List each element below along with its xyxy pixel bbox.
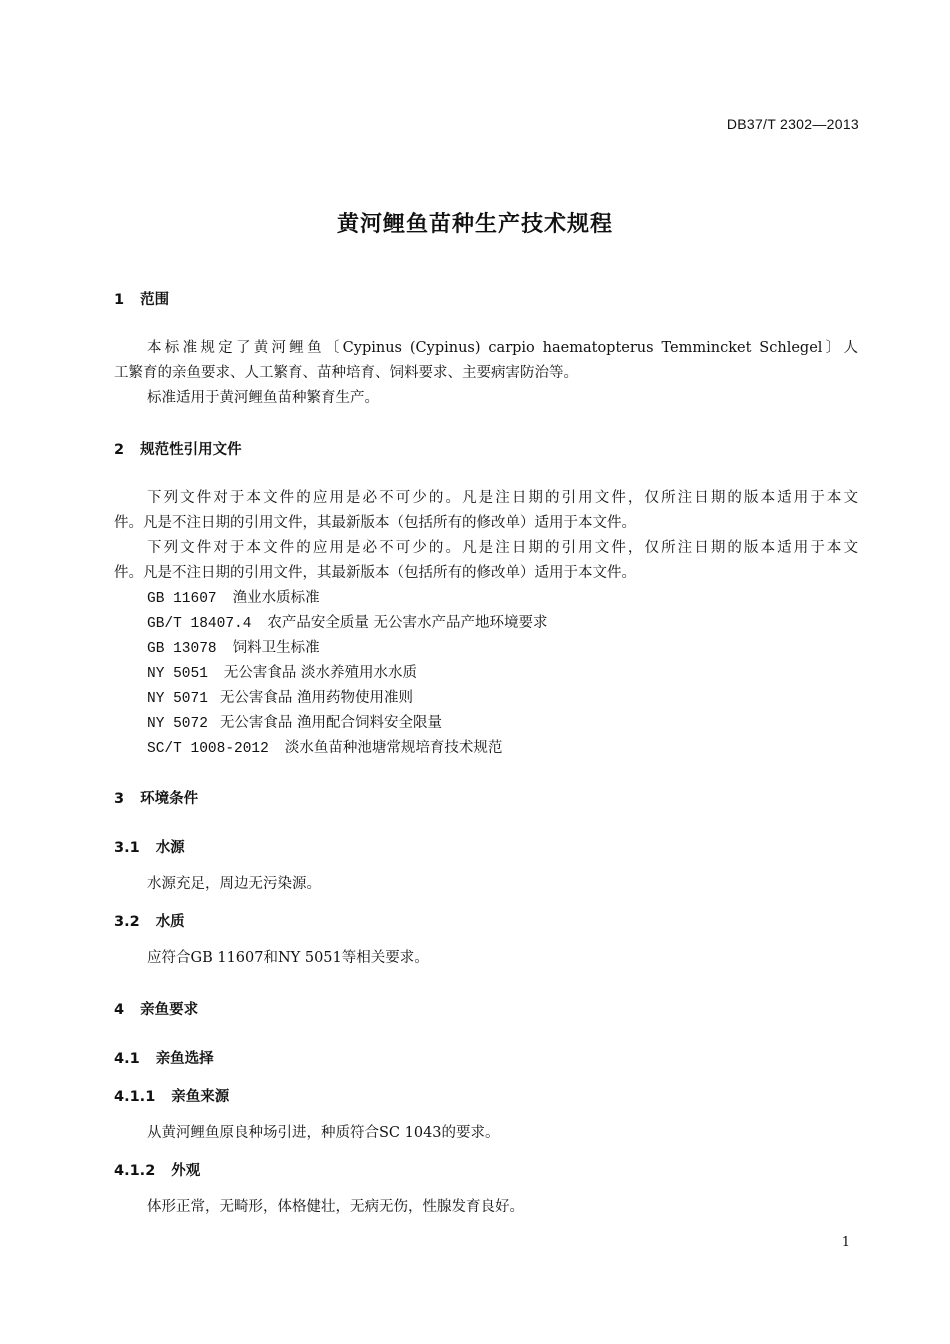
reference-name: 渔业水质标准 — [232, 590, 320, 606]
reference-item — [147, 611, 548, 632]
subsection-3-2-text: 应符合GB 11607和NY 5051等相关要求。 — [147, 950, 429, 966]
section-number: 4.1 — [114, 1051, 140, 1067]
section-1-paragraph-line: 工繁育的亲鱼要求、人工繁育、苗种培育、饲料要求、主要病害防治等。 — [114, 365, 578, 381]
section-number: 1 — [114, 292, 125, 308]
subsection-3-2-heading — [114, 910, 185, 931]
subsection-4-1-1-text: 从黄河鲤鱼原良种场引进，种质符合SC 1043的要求。 — [147, 1125, 500, 1141]
section-title: 亲鱼选择 — [155, 1051, 214, 1067]
reference-code: GB/T 18407.4 — [147, 616, 252, 632]
section-1-paragraph-line: 本标准规定了黄河鲤鱼〔Cypinus (Cypinus) carpio haematopterus Temmincket Schlegel〕人 — [147, 340, 858, 356]
reference-code: GB 13078 — [147, 641, 217, 657]
reference-code: GB 11607 — [147, 591, 217, 607]
reference-name: 无公害食品 淡水养殖用水水质 — [223, 665, 418, 681]
subsection-4-1-2-heading — [114, 1159, 200, 1180]
reference-code: NY 5072 — [147, 716, 208, 732]
reference-name: 无公害食品 渔用药物使用准则 — [219, 690, 414, 706]
section-number: 4 — [114, 1002, 125, 1018]
reference-item — [147, 736, 502, 757]
section-title: 水质 — [155, 914, 185, 930]
document-code: DB37/T 2302—2013 — [726, 116, 859, 132]
section-2-paragraph-line: 下列文件对于本文件的应用是必不可少的。凡是注日期的引用文件，仅所注日期的版本适用于本文 — [147, 490, 858, 506]
section-1-paragraph: 标准适用于黄河鲤鱼苗种繁育生产。 — [147, 390, 379, 406]
reference-code: NY 5071 — [147, 691, 208, 707]
subsection-4-1-heading — [114, 1047, 214, 1068]
reference-item — [147, 686, 413, 707]
subsection-4-1-1-heading — [114, 1085, 229, 1106]
section-2-paragraph-line: 下列文件对于本文件的应用是必不可少的。凡是注日期的引用文件，仅所注日期的版本适用于本文 — [147, 540, 858, 556]
section-number: 2 — [114, 442, 125, 458]
reference-name: 饲料卫生标准 — [232, 640, 320, 656]
section-number: 3.2 — [114, 914, 140, 930]
subsection-4-1-2-text: 体形正常，无畸形，体格健壮，无病无伤，性腺发育良好。 — [147, 1199, 524, 1215]
section-title: 水源 — [155, 840, 185, 856]
subsection-3-1-text: 水源充足，周边无污染源。 — [147, 876, 321, 892]
section-number: 3.1 — [114, 840, 140, 856]
reference-code: NY 5051 — [147, 666, 208, 682]
reference-item — [147, 711, 442, 732]
reference-item — [147, 661, 417, 682]
section-2-paragraph-line: 件。凡是不注日期的引用文件，其最新版本（包括所有的修改单）适用于本文件。 — [114, 515, 636, 531]
section-number: 4.1.1 — [114, 1089, 156, 1105]
section-2-paragraph-line: 件。凡是不注日期的引用文件，其最新版本（包括所有的修改单）适用于本文件。 — [114, 565, 636, 581]
section-1-heading — [114, 288, 169, 309]
reference-code: SC/T 1008-2012 — [147, 741, 269, 757]
document-title: 黄河鲤鱼苗种生产技术规程 — [336, 212, 613, 237]
section-3-heading — [114, 787, 198, 808]
section-title: 规范性引用文件 — [140, 442, 242, 458]
section-title: 亲鱼要求 — [140, 1002, 199, 1018]
section-4-heading — [114, 998, 198, 1019]
reference-item — [147, 586, 320, 607]
section-title: 环境条件 — [140, 791, 199, 807]
section-title: 亲鱼来源 — [171, 1089, 230, 1105]
section-title: 外观 — [171, 1163, 201, 1179]
page-number: 1 — [841, 1235, 850, 1250]
reference-name: 淡水鱼苗种池塘常规培育技术规范 — [284, 740, 503, 756]
section-number: 4.1.2 — [114, 1163, 156, 1179]
reference-item — [147, 636, 320, 657]
subsection-3-1-heading — [114, 836, 185, 857]
reference-name: 无公害食品 渔用配合饲料安全限量 — [219, 715, 443, 731]
reference-name: 农产品安全质量 无公害水产品产地环境要求 — [267, 615, 548, 631]
section-2-heading — [114, 438, 242, 459]
section-title: 范围 — [140, 292, 170, 308]
section-number: 3 — [114, 791, 125, 807]
